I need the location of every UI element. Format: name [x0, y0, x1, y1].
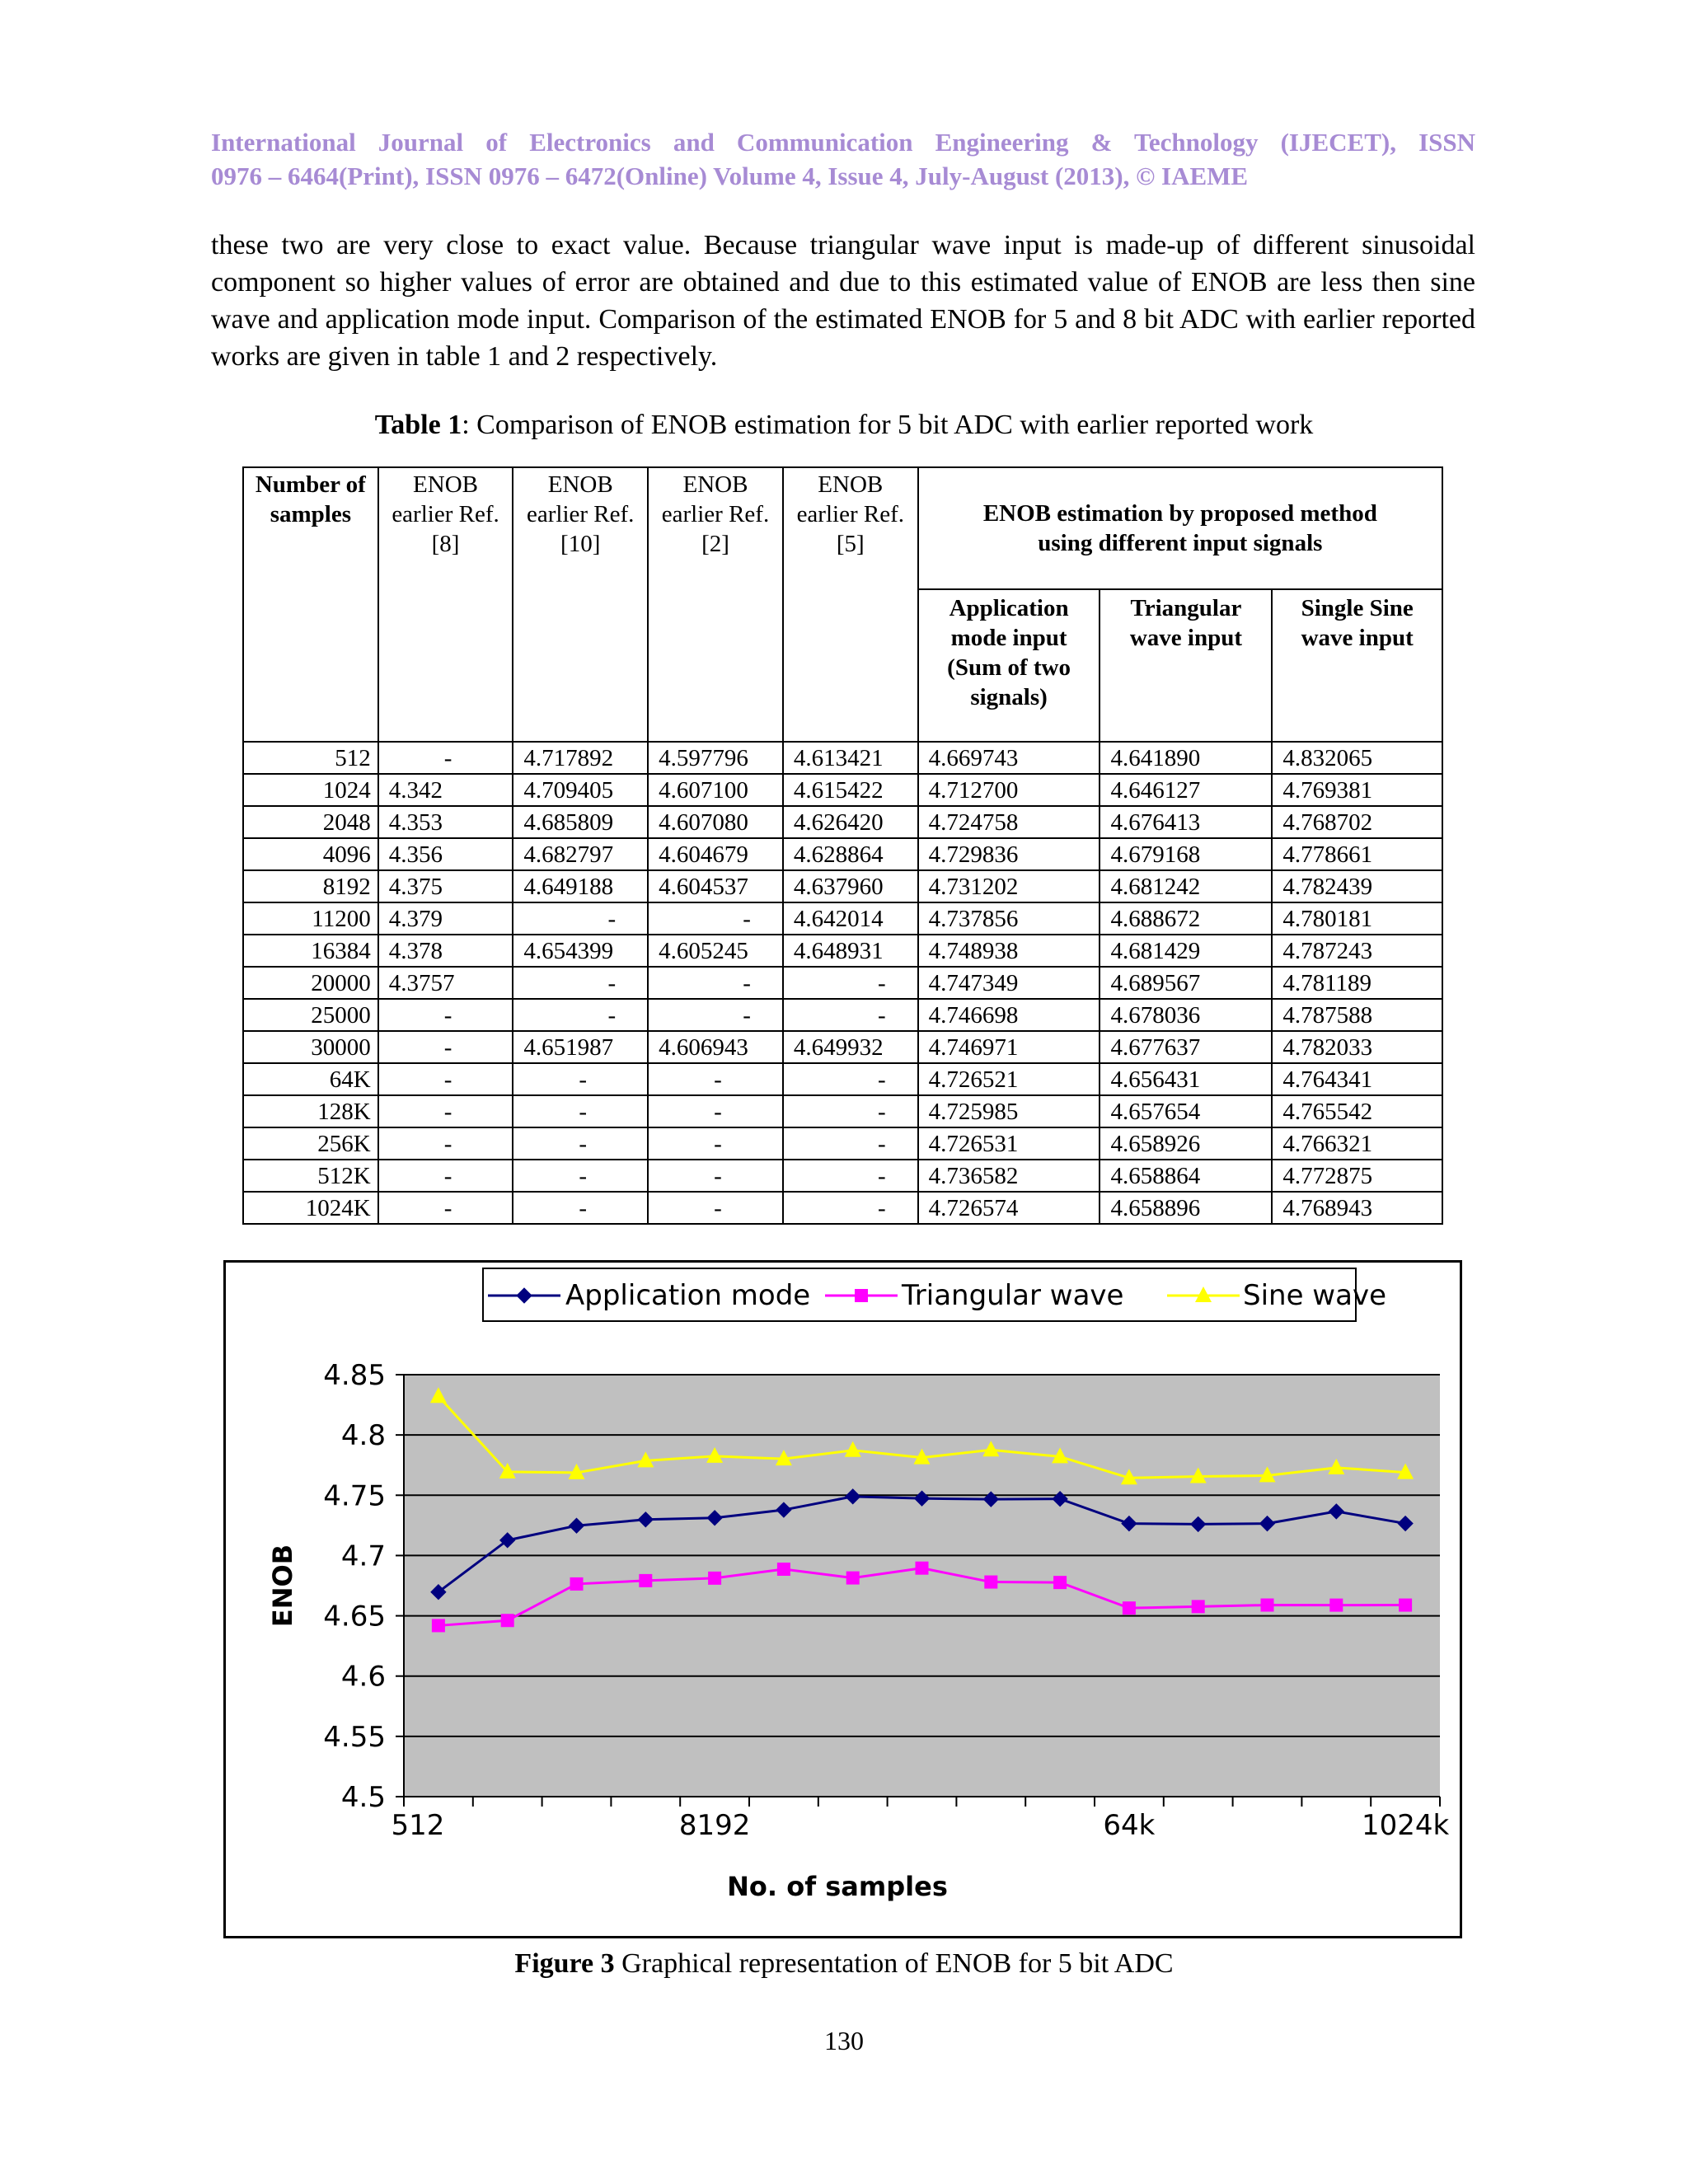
table-cell: 4.646127 [1100, 774, 1272, 806]
table-cell: 1024K [243, 1192, 378, 1224]
table-cell: 8192 [243, 870, 378, 902]
table-cell: 4.379 [378, 902, 513, 935]
header-application-mode: Application mode input (Sum of two signals) [918, 589, 1100, 742]
table-cell: - [378, 1095, 513, 1127]
data-point-1-0 [432, 1619, 445, 1632]
table-cell: - [378, 1063, 513, 1095]
table-cell: 4.378 [378, 935, 513, 967]
figure-caption-label: Figure 3 [514, 1948, 615, 1979]
table-cell: 20000 [243, 967, 378, 999]
table-row [243, 1192, 1442, 1224]
table-cell: - [648, 902, 783, 935]
table-cell: 4.747349 [918, 967, 1100, 999]
table-cell: - [378, 1127, 513, 1160]
data-point-1-5 [777, 1563, 790, 1576]
table-cell: 4.651987 [513, 1031, 648, 1063]
table-cell: 256K [243, 1127, 378, 1160]
table-cell: 4.709405 [513, 774, 648, 806]
table-cell: - [648, 1063, 783, 1095]
table-cell: 4.681242 [1100, 870, 1272, 902]
table-cell: 128K [243, 1095, 378, 1127]
table-row [243, 999, 1442, 1031]
y-tick-label: 4.65 [323, 1600, 386, 1633]
table-row [243, 935, 1442, 967]
table-cell: - [513, 1063, 648, 1095]
data-point-1-9 [1053, 1576, 1067, 1589]
table-cell: 4.3757 [378, 967, 513, 999]
legend-label-1: Triangular wave [902, 1279, 1124, 1312]
table-cell: 4.353 [378, 806, 513, 838]
table-cell: 4.731202 [918, 870, 1100, 902]
table-cell: - [513, 1192, 648, 1224]
table-cell: 4.726521 [918, 1063, 1100, 1095]
plot-area [404, 1375, 1440, 1797]
table-cell: 4.689567 [1100, 967, 1272, 999]
table-cell: 4.780181 [1272, 902, 1442, 935]
x-axis-title: No. of samples [727, 1871, 948, 1902]
table-cell: 16384 [243, 935, 378, 967]
page-number: 130 [824, 2026, 864, 2055]
table-cell: 4.658896 [1100, 1192, 1272, 1224]
enob-comparison-table [242, 466, 1443, 1225]
table-cell: 4.736582 [918, 1160, 1100, 1192]
header-triangular-wave: Triangular wave input [1100, 589, 1272, 742]
table-cell: 4.606943 [648, 1031, 783, 1063]
table-row [243, 967, 1442, 999]
table-cell: - [378, 1160, 513, 1192]
y-tick-label: 4.5 [340, 1781, 386, 1814]
table-cell: 4.356 [378, 838, 513, 870]
table-cell: - [513, 967, 648, 999]
data-point-1-10 [1123, 1601, 1136, 1615]
table-cell: 4.604679 [648, 838, 783, 870]
table-cell: - [648, 1127, 783, 1160]
table-cell: 4.781189 [1272, 967, 1442, 999]
data-point-1-12 [1261, 1599, 1274, 1612]
table-cell: 4.648931 [783, 935, 918, 967]
table-cell: 11200 [243, 902, 378, 935]
table-cell: 4.654399 [513, 935, 648, 967]
table-cell: 4.676413 [1100, 806, 1272, 838]
table-cell: - [378, 1031, 513, 1063]
table-cell: 4.658926 [1100, 1127, 1272, 1160]
journal-header-line-2: 0976 – 6464(Print), ISSN 0976 – 6472(Online) Volume 4, Issue 4, July-August (2013), © IAEME [211, 162, 1249, 190]
figure-caption [0, 1948, 1688, 1980]
y-tick-label: 4.55 [323, 1720, 386, 1754]
body-paragraph: these two are very close to exact value. Because triangular wave input is made-up of different sinusoidal component so higher values of error are obtained and due to this estimated value of ENOB are less then sine wave and application mode input. Comparison of the estimated ENOB for 5 and 8 bit ADC with earlier reported works are given in table 1 and 2 respectively. [211, 230, 1475, 372]
table-cell: 4.649932 [783, 1031, 918, 1063]
table-cell: 4.607100 [648, 774, 783, 806]
table-cell: 512 [243, 742, 378, 774]
table-row [243, 1031, 1442, 1063]
data-point-1-1 [501, 1614, 514, 1627]
table-cell: 4.637960 [783, 870, 918, 902]
table-cell: 4.656431 [1100, 1063, 1272, 1095]
x-tick-label: 512 [391, 1809, 445, 1842]
table-row [243, 1160, 1442, 1192]
table-cell: 4.613421 [783, 742, 918, 774]
table-cell: 4.681429 [1100, 935, 1272, 967]
header-ref-10: ENOB earlier Ref. [10] [513, 467, 648, 742]
table-cell: 4.746698 [918, 999, 1100, 1031]
header-proposed-method: ENOB estimation by proposed method using different input signals [918, 467, 1442, 589]
chart-canvas [226, 1263, 1460, 1936]
table-cell: 4.725985 [918, 1095, 1100, 1127]
table-cell: 4.688672 [1100, 902, 1272, 935]
table-cell: - [513, 902, 648, 935]
table-row [243, 806, 1442, 838]
table-row [243, 902, 1442, 935]
table-cell: 25000 [243, 999, 378, 1031]
y-tick-label: 4.6 [340, 1660, 386, 1694]
table-caption-text: : Comparison of ENOB estimation for 5 bit ADC with earlier reported work [462, 410, 1314, 440]
table-cell: 4.712700 [918, 774, 1100, 806]
data-point-1-14 [1399, 1599, 1412, 1612]
table-cell: 4096 [243, 838, 378, 870]
table-cell: - [378, 742, 513, 774]
data-point-1-7 [916, 1562, 929, 1575]
journal-header [211, 125, 1475, 193]
table-cell: 4.607080 [648, 806, 783, 838]
table-cell: 4.726574 [918, 1192, 1100, 1224]
table-cell: 4.657654 [1100, 1095, 1272, 1127]
table-cell: 4.626420 [783, 806, 918, 838]
table-cell: 4.375 [378, 870, 513, 902]
table-cell: - [783, 1192, 918, 1224]
table-cell: 4.764341 [1272, 1063, 1442, 1095]
table-cell: 4.615422 [783, 774, 918, 806]
table-row [243, 774, 1442, 806]
data-point-1-4 [708, 1572, 721, 1585]
table-row [243, 1095, 1442, 1127]
table-cell: 4.768702 [1272, 806, 1442, 838]
table-cell: 4.787243 [1272, 935, 1442, 967]
table-row [243, 1127, 1442, 1160]
table-cell: - [378, 1192, 513, 1224]
table-cell: 4.765542 [1272, 1095, 1442, 1127]
header-ref-2: ENOB earlier Ref. [2] [648, 467, 783, 742]
table-caption [0, 410, 1688, 441]
x-tick-label: 64k [1103, 1809, 1156, 1842]
table-cell: 4.669743 [918, 742, 1100, 774]
table-cell: - [648, 1095, 783, 1127]
table-cell: 4.748938 [918, 935, 1100, 967]
table-cell: 64K [243, 1063, 378, 1095]
table-caption-label: Table 1 [374, 410, 462, 440]
journal-header-line-1: International Journal of Electronics and Communication Engineering & Technology (IJECET), ISSN [211, 128, 1475, 157]
table-cell: 512K [243, 1160, 378, 1192]
data-point-1-2 [570, 1577, 584, 1591]
enob-line-chart [223, 1260, 1462, 1938]
header-ref-8: ENOB earlier Ref. [8] [378, 467, 513, 742]
table-cell: - [783, 999, 918, 1031]
table-cell: - [378, 999, 513, 1031]
legend-marker-1 [855, 1289, 868, 1302]
table-cell: - [783, 1063, 918, 1095]
header-single-sine-wave: Single Sine wave input [1272, 589, 1442, 742]
table-cell: 4.677637 [1100, 1031, 1272, 1063]
table-cell: 4.641890 [1100, 742, 1272, 774]
x-tick-label: 1024k [1361, 1809, 1450, 1842]
y-tick-label: 4.7 [340, 1540, 386, 1573]
legend-label-2: Sine wave [1243, 1279, 1386, 1312]
table-cell: 4.649188 [513, 870, 648, 902]
table-cell: 4.787588 [1272, 999, 1442, 1031]
table-cell: 4.685809 [513, 806, 648, 838]
table-cell: - [783, 1127, 918, 1160]
table-cell: 4.342 [378, 774, 513, 806]
table-row [243, 742, 1442, 774]
x-tick-label: 8192 [678, 1809, 751, 1842]
y-tick-label: 4.8 [340, 1419, 386, 1453]
table-cell: 4.766321 [1272, 1127, 1442, 1160]
table-cell: - [648, 1192, 783, 1224]
table-cell: 4.769381 [1272, 774, 1442, 806]
table-cell: 4.642014 [783, 902, 918, 935]
table-cell: 1024 [243, 774, 378, 806]
y-tick-label: 4.85 [323, 1359, 386, 1392]
header-ref-5: ENOB earlier Ref. [5] [783, 467, 918, 742]
table-cell: 4.729836 [918, 838, 1100, 870]
figure-caption-text: Graphical representation of ENOB for 5 bit ADC [614, 1948, 1174, 1979]
data-point-1-11 [1192, 1600, 1205, 1613]
table-cell: - [783, 1160, 918, 1192]
table-cell: 4.604537 [648, 870, 783, 902]
table-cell: - [648, 967, 783, 999]
y-tick-label: 4.75 [323, 1479, 386, 1513]
table-cell: 30000 [243, 1031, 378, 1063]
table-cell: 4.782439 [1272, 870, 1442, 902]
table-cell: 4.746971 [918, 1031, 1100, 1063]
y-axis-title: ENOB [267, 1544, 298, 1628]
table-cell: 4.682797 [513, 838, 648, 870]
table-cell: 4.782033 [1272, 1031, 1442, 1063]
table-cell: - [783, 1095, 918, 1127]
data-point-1-13 [1329, 1599, 1343, 1612]
table-cell: 4.658864 [1100, 1160, 1272, 1192]
table-cell: 4.597796 [648, 742, 783, 774]
table-cell: 4.717892 [513, 742, 648, 774]
data-point-1-8 [984, 1576, 997, 1589]
table-cell: 4.768943 [1272, 1192, 1442, 1224]
table-cell: 4.726531 [918, 1127, 1100, 1160]
table-row [243, 1063, 1442, 1095]
table-cell: 4.772875 [1272, 1160, 1442, 1192]
table-cell: 4.605245 [648, 935, 783, 967]
table-cell: 4.737856 [918, 902, 1100, 935]
data-point-1-6 [846, 1572, 860, 1585]
table-row [243, 870, 1442, 902]
table-cell: 4.628864 [783, 838, 918, 870]
table-cell: - [513, 1127, 648, 1160]
data-point-1-3 [639, 1574, 652, 1587]
table-cell: 4.832065 [1272, 742, 1442, 774]
table-cell: - [513, 1095, 648, 1127]
table-cell: - [783, 967, 918, 999]
table-cell: 2048 [243, 806, 378, 838]
table-cell: - [648, 999, 783, 1031]
table-cell: - [513, 999, 648, 1031]
table-cell: 4.778661 [1272, 838, 1442, 870]
legend-label-0: Application mode [565, 1279, 811, 1312]
table-cell: 4.679168 [1100, 838, 1272, 870]
table-cell: 4.678036 [1100, 999, 1272, 1031]
table-cell: 4.724758 [918, 806, 1100, 838]
table-cell: - [513, 1160, 648, 1192]
table-row [243, 838, 1442, 870]
table-cell: - [648, 1160, 783, 1192]
header-number-of-samples: Number of samples [243, 467, 378, 742]
